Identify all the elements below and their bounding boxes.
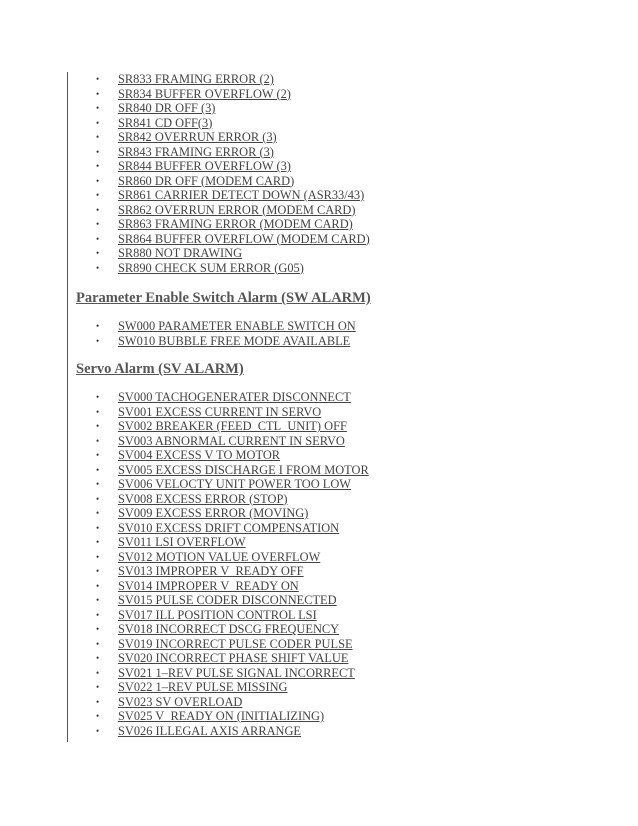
alarm-list-item <box>76 666 616 681</box>
alarm-link[interactable]: SV001 EXCESS CURRENT IN SERVO <box>118 404 322 419</box>
bullet-icon: • <box>96 653 100 663</box>
alarm-link[interactable]: SV026 ILLEGAL AXIS ARRANGE <box>118 723 301 738</box>
alarm-link[interactable]: SV004 EXCESS V TO MOTOR <box>118 448 281 462</box>
alarm-link[interactable]: SR862 OVERRUN ERROR (MODEM CARD) <box>118 202 356 217</box>
alarm-link[interactable]: SR860 DR OFF (MODEM CARD) <box>118 173 295 188</box>
alarm-list-item <box>76 608 616 623</box>
section-heading-sw-alarm: Parameter Enable Switch Alarm (SW ALARM) <box>76 290 371 306</box>
alarm-list-item <box>76 564 616 579</box>
alarm-list-item <box>76 334 616 349</box>
alarm-list-item <box>76 246 616 261</box>
alarm-list-item <box>76 72 616 87</box>
alarm-list-item <box>76 419 616 434</box>
alarm-list-item <box>76 724 616 739</box>
alarm-list-item <box>76 506 616 521</box>
alarm-link[interactable]: SV000 TACHOGENERATER DISCONNECT <box>118 390 351 404</box>
sv-alarm-list <box>76 390 616 738</box>
alarm-list-item <box>76 535 616 550</box>
bullet-icon: • <box>96 667 100 678</box>
bullet-icon: • <box>96 566 100 576</box>
alarm-link[interactable]: SR842 OVERRUN ERROR (3) <box>118 130 277 144</box>
bullet-icon: • <box>96 233 100 244</box>
alarm-link[interactable]: SV022 1–REV PULSE MISSING <box>118 680 288 694</box>
alarm-link[interactable]: SW000 PARAMETER ENABLE SWITCH ON <box>118 319 356 333</box>
bullet-icon: • <box>96 248 100 258</box>
alarm-link[interactable]: SV012 MOTION VALUE OVERFLOW <box>118 549 321 564</box>
alarm-list-item <box>76 463 616 478</box>
bullet-icon: • <box>96 421 100 431</box>
bullet-icon: • <box>96 132 100 142</box>
alarm-link[interactable]: SR864 BUFFER OVERFLOW (MODEM CARD) <box>118 231 370 246</box>
alarm-list-item <box>76 232 616 247</box>
alarm-list-item <box>76 492 616 507</box>
bullet-icon: • <box>96 479 100 489</box>
alarm-list-item <box>76 405 616 420</box>
bullet-icon: • <box>96 522 100 533</box>
bullet-icon: • <box>96 103 100 113</box>
alarm-link[interactable]: SR840 DR OFF (3) <box>118 101 216 115</box>
alarm-list-item <box>76 116 616 131</box>
alarm-list-item <box>76 593 616 608</box>
bullet-icon: • <box>96 190 100 200</box>
alarm-list-item <box>76 145 616 160</box>
alarm-link[interactable]: SV025 V_READY ON (INITIALIZING) <box>118 709 325 723</box>
bullet-icon: • <box>96 435 100 446</box>
bullet-icon: • <box>96 450 100 460</box>
alarm-link[interactable]: SV019 INCORRECT PULSE CODER PULSE <box>118 636 353 651</box>
bullet-icon: • <box>96 508 100 518</box>
alarm-link[interactable]: SR844 BUFFER OVERFLOW (3) <box>118 159 291 173</box>
bullet-icon: • <box>96 696 100 707</box>
alarm-link[interactable]: SV014 IMPROPER V_READY ON <box>118 578 299 593</box>
bullet-icon: • <box>96 335 100 346</box>
alarm-list-item <box>76 695 616 710</box>
alarm-link[interactable]: SV003 ABNORMAL CURRENT IN SERVO <box>118 433 345 448</box>
alarm-list-item <box>76 159 616 174</box>
bullet-icon: • <box>96 74 100 84</box>
alarm-list-item <box>76 434 616 449</box>
document-body <box>76 72 616 738</box>
alarm-link[interactable]: SV002 BREAKER (FEED_CTL_UNIT) OFF <box>118 419 347 433</box>
alarm-link[interactable]: SV015 PULSE CODER DISCONNECTED <box>118 593 337 607</box>
alarm-link[interactable]: SR861 CARRIER DETECT DOWN (ASR33/43) <box>118 188 365 202</box>
alarm-list-item <box>76 130 616 145</box>
bullet-icon: • <box>96 725 100 736</box>
alarm-list-item <box>76 637 616 652</box>
section-heading-sv-alarm: Servo Alarm (SV ALARM) <box>76 361 244 377</box>
alarm-list-item <box>76 261 616 276</box>
alarm-link[interactable]: SR843 FRAMING ERROR (3) <box>118 144 274 159</box>
bullet-icon: • <box>96 88 100 99</box>
bullet-icon: • <box>96 204 100 215</box>
bullet-icon: • <box>96 638 100 649</box>
alarm-list-item <box>76 579 616 594</box>
alarm-link[interactable]: SV009 EXCESS ERROR (MOVING) <box>118 506 309 520</box>
alarm-list-item <box>76 319 616 334</box>
alarm-link[interactable]: SR834 BUFFER OVERFLOW (2) <box>118 86 291 101</box>
bullet-icon: • <box>96 595 100 605</box>
alarm-link[interactable]: SV013 IMPROPER V_READY OFF <box>118 564 304 578</box>
alarm-link[interactable]: SV020 INCORRECT PHASE SHIFT VALUE <box>118 651 349 665</box>
bullet-icon: • <box>96 406 100 417</box>
alarm-link[interactable]: SV011 LSI OVERFLOW <box>118 535 246 549</box>
bullet-icon: • <box>96 161 100 171</box>
bullet-icon: • <box>96 219 100 229</box>
alarm-list-item <box>76 448 616 463</box>
alarm-link[interactable]: SV018 INCORRECT DSCG FREQUENCY <box>118 622 340 636</box>
alarm-list-item <box>76 550 616 565</box>
alarm-link[interactable]: SR890 CHECK SUM ERROR (G05) <box>118 260 304 275</box>
alarm-link[interactable]: SR833 FRAMING ERROR (2) <box>118 72 274 86</box>
alarm-link[interactable]: SV010 EXCESS DRIFT COMPENSATION <box>118 520 340 535</box>
bullet-icon: • <box>96 146 100 157</box>
alarm-link[interactable]: SV017 ILL POSITION CONTROL LSI <box>118 607 317 622</box>
sw-alarm-list <box>76 319 616 348</box>
bullet-icon: • <box>96 711 100 721</box>
alarm-list-item <box>76 217 616 232</box>
alarm-list-item <box>76 709 616 724</box>
alarm-list-item <box>76 188 616 203</box>
margin-rule <box>67 72 68 742</box>
alarm-link[interactable]: SV005 EXCESS DISCHARGE I FROM MOTOR <box>118 462 369 477</box>
alarm-list-item <box>76 174 616 189</box>
bullet-icon: • <box>96 609 100 620</box>
alarm-link[interactable]: SW010 BUBBLE FREE MODE AVAILABLE <box>118 333 351 348</box>
alarm-link[interactable]: SV008 EXCESS ERROR (STOP) <box>118 491 288 506</box>
alarm-list-item <box>76 477 616 492</box>
alarm-link[interactable]: SV006 VELOCTY UNIT POWER TOO LOW <box>118 477 352 491</box>
alarm-list-item <box>76 203 616 218</box>
alarm-list-item <box>76 651 616 666</box>
bullet-icon: • <box>96 682 100 692</box>
alarm-link[interactable]: SR863 FRAMING ERROR (MODEM CARD) <box>118 217 353 231</box>
alarm-list-item <box>76 680 616 695</box>
bullet-icon: • <box>96 262 100 273</box>
bullet-icon: • <box>96 624 100 634</box>
bullet-icon: • <box>96 464 100 475</box>
bullet-icon: • <box>96 117 100 128</box>
alarm-link[interactable]: SV021 1–REV PULSE SIGNAL INCORRECT <box>118 665 355 680</box>
alarm-list-item <box>76 390 616 405</box>
bullet-icon: • <box>96 551 100 562</box>
serial-alarm-list <box>76 72 616 275</box>
alarm-list-item <box>76 101 616 116</box>
alarm-list-item <box>76 622 616 637</box>
alarm-link[interactable]: SR880 NOT DRAWING <box>118 246 243 260</box>
bullet-icon: • <box>96 580 100 591</box>
bullet-icon: • <box>96 493 100 504</box>
alarm-list-item <box>76 87 616 102</box>
alarm-link[interactable]: SR841 CD OFF(3) <box>118 115 213 130</box>
alarm-list-item <box>76 521 616 536</box>
alarm-link[interactable]: SV023 SV OVERLOAD <box>118 694 243 709</box>
bullet-icon: • <box>96 537 100 547</box>
bullet-icon: • <box>96 321 100 331</box>
bullet-icon: • <box>96 175 100 186</box>
bullet-icon: • <box>96 392 100 402</box>
